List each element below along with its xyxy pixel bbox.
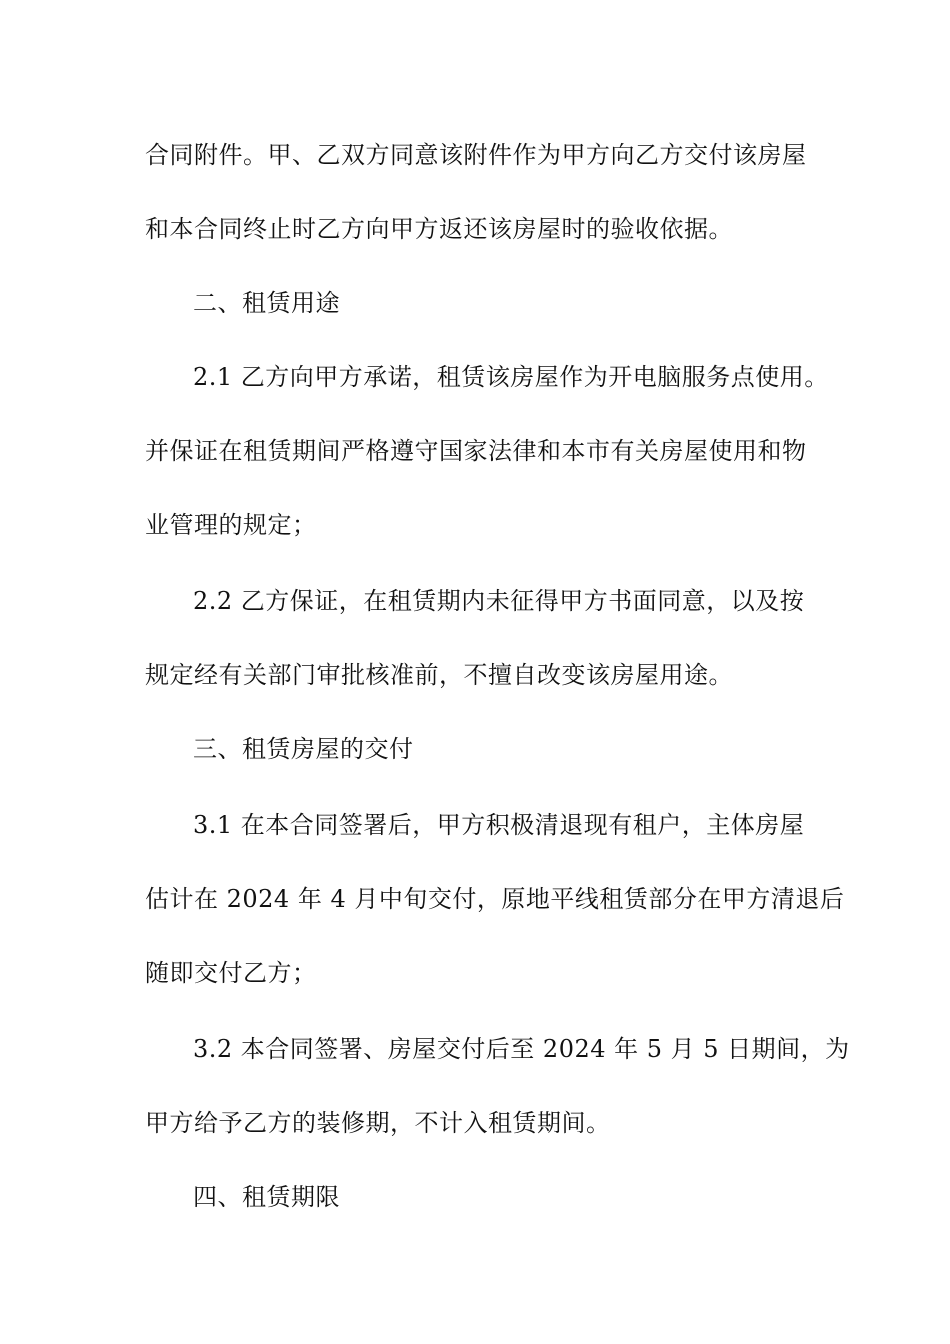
body-text-line: 和本合同终止时乙方向甲方返还该房屋时的验收依据。 [145, 215, 733, 243]
clause-2-1: 2.1 乙方向甲方承诺，租赁该房屋作为开电脑服务点使用。 [193, 363, 829, 391]
body-text-line: 甲方给予乙方的装修期，不计入租赁期间。 [145, 1109, 611, 1137]
clause-3-2: 3.2 本合同签署、房屋交付后至 2024 年 5 月 5 日期间，为 [193, 1035, 850, 1063]
body-text-line: 并保证在租赁期间严格遵守国家法律和本市有关房屋使用和物 [145, 437, 807, 465]
body-text-line: 规定经有关部门审批核准前，不擅自改变该房屋用途。 [145, 661, 733, 689]
clause-3-1: 3.1 在本合同签署后，甲方积极清退现有租户，主体房屋 [193, 811, 805, 839]
clause-2-2: 2.2 乙方保证，在租赁期内未征得甲方书面同意，以及按 [193, 587, 805, 615]
section-heading-usage: 二、租赁用途 [193, 289, 340, 317]
body-text-line: 合同附件。甲、乙双方同意该附件作为甲方向乙方交付该房屋 [145, 141, 807, 169]
section-heading-delivery: 三、租赁房屋的交付 [193, 735, 414, 763]
body-text-line: 估计在 2024 年 4 月中旬交付，原地平线租赁部分在甲方清退后 [145, 885, 845, 913]
section-heading-term: 四、租赁期限 [193, 1183, 340, 1211]
body-text-line: 随即交付乙方； [145, 959, 317, 987]
body-text-line: 业管理的规定； [145, 511, 317, 539]
